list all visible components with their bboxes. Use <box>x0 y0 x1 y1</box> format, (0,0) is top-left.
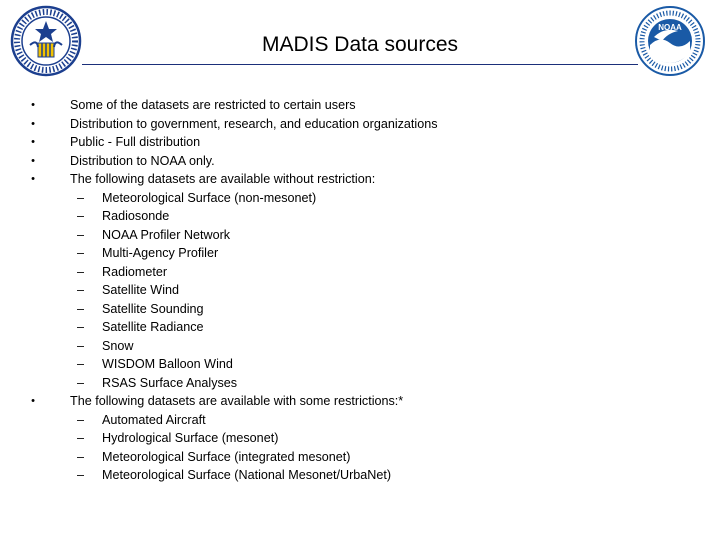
sub-item <box>0 337 720 356</box>
bullet-marker: • <box>31 117 35 130</box>
sub-item <box>0 318 720 337</box>
page-title: MADIS Data sources <box>261 33 459 56</box>
bullet-item <box>0 96 720 115</box>
dash-marker: – <box>77 320 85 334</box>
bullet-item <box>0 133 720 152</box>
bullet-text: Distribution to government, research, and education organizations <box>70 116 438 131</box>
bullet-text: The following datasets are available without restriction: <box>70 172 376 186</box>
dash-marker: – <box>77 412 85 427</box>
sub-item <box>0 300 720 319</box>
bullet-item <box>0 152 720 171</box>
bullet-list <box>0 96 720 485</box>
noaa-logo-text: NOAA <box>658 23 682 32</box>
bullet-item <box>0 170 720 189</box>
sub-item-text: Radiometer <box>102 264 168 279</box>
bullet-text: The following datasets are available with some restrictions:* <box>70 394 404 408</box>
bullet-text: Distribution to NOAA only. <box>70 153 215 168</box>
dash-marker: – <box>77 209 85 223</box>
bullet-marker: • <box>31 99 35 111</box>
dash-marker: – <box>77 190 85 205</box>
sub-item <box>0 448 720 467</box>
sub-item <box>0 411 720 430</box>
dash-marker: – <box>77 301 85 316</box>
sub-item-text: Satellite Radiance <box>102 320 204 334</box>
sub-item-text: Satellite Wind <box>102 283 179 297</box>
bullet-text: Public - Full distribution <box>70 135 201 149</box>
bullet-marker: • <box>31 173 35 185</box>
sub-item <box>0 263 720 282</box>
sub-item <box>0 244 720 263</box>
sub-item-text: NOAA Profiler Network <box>102 227 231 242</box>
dash-marker: – <box>77 431 85 445</box>
sub-item <box>0 189 720 208</box>
sub-item <box>0 281 720 300</box>
sub-item-text: Automated Aircraft <box>102 412 206 427</box>
bullet-item <box>0 392 720 411</box>
sub-item-text: Meteorological Surface (integrated mesonet) <box>102 449 351 464</box>
dash-marker: – <box>77 283 85 297</box>
bullet-marker: • <box>31 154 35 167</box>
dash-marker: – <box>77 357 85 371</box>
dash-marker: – <box>77 375 85 390</box>
dash-marker: – <box>77 468 85 482</box>
dash-marker: – <box>77 227 85 242</box>
sub-item <box>0 226 720 245</box>
sub-item <box>0 429 720 448</box>
bullet-text: Some of the datasets are restricted to certain users <box>70 98 356 112</box>
bullet-marker: • <box>31 136 35 148</box>
sub-item-text: RSAS Surface Analyses <box>102 375 238 390</box>
sub-item <box>0 466 720 485</box>
sub-item-text: WISDOM Balloon Wind <box>102 357 233 371</box>
sub-item-text: Meteorological Surface (National Mesonet/UrbaNet) <box>102 468 392 482</box>
sub-item <box>0 207 720 226</box>
sub-item-text: Hydrological Surface (mesonet) <box>102 431 279 445</box>
title-divider <box>82 64 638 65</box>
dash-marker: – <box>77 449 85 464</box>
dash-marker: – <box>77 246 85 260</box>
bullet-item <box>0 115 720 134</box>
sub-item-text: Radiosonde <box>102 209 170 223</box>
sub-item <box>0 355 720 374</box>
sub-item-text: Multi-Agency Profiler <box>102 246 219 260</box>
dash-marker: – <box>77 264 85 279</box>
sub-item-text: Snow <box>102 338 134 353</box>
sub-item-text: Satellite Sounding <box>102 301 204 316</box>
sub-item <box>0 374 720 393</box>
dash-marker: – <box>77 338 85 353</box>
bullet-marker: • <box>31 395 35 407</box>
sub-item-text: Meteorological Surface (non-mesonet) <box>102 190 317 205</box>
